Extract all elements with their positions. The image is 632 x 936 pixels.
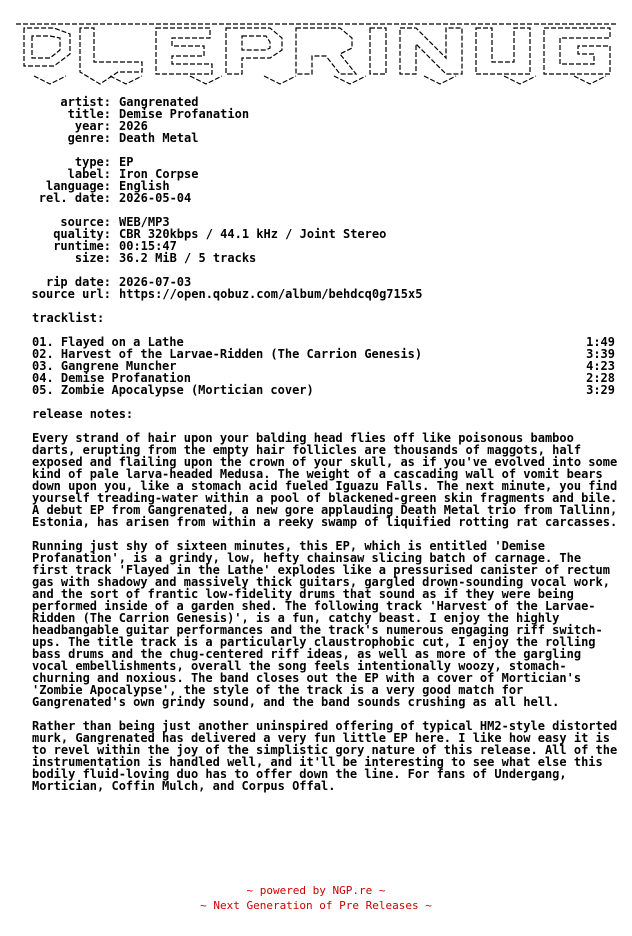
- meta-row-size: size: 36.2 MiB / 5 tracks: [74, 251, 257, 265]
- meta-row-language: language: English: [45, 179, 170, 193]
- track-duration: 4:23: [586, 359, 615, 373]
- notes-paragraph: Rather than being just another uninspired offering of typical HM2-style distorted murk, Gangrenated has delivered a very fun little EP here. I like how easy it is to revel within the joy of the simplistic gory nature of this release. All of the instrumentation is handled well, and it'll be interesting to see what else this bodily fluid-loving duo has to offer down the line. For fans of Undergang, Mortician, Coffin Mulch, and Corpus Offal.: [32, 719, 618, 793]
- meta-row-source-url: source url: https://open.qobuz.com/album/behdcq0g715x5: [31, 287, 423, 301]
- meta-row-quality: quality: CBR 320kbps / 44.1 kHz / Joint Stereo: [53, 227, 387, 241]
- footer-powered-by[interactable]: ~ powered by NGP.re ~: [246, 884, 386, 897]
- track-duration: 3:39: [586, 347, 615, 361]
- track-row: [32, 384, 615, 396]
- release-notes-body: [32, 432, 618, 804]
- meta-row-genre: genre: Death Metal: [67, 131, 199, 145]
- track-duration: 3:29: [586, 383, 615, 397]
- notes-paragraph: Every strand of hair upon your balding head flies off like poisonous bamboo darts, erupting from the empty hair follicles are thousands of maggots, half exposed and flailing upon the crown of your skull, as if you've evolved into some kind of pale larva-headed Medusa. The weight of a cascading wall of vomit bears down upon you, like a stomach acid fueled Iguazu Falls. The next minute, you find yourself treading-water within a pool of blackened-green skin fragments and bile. A debut EP from Gangrenated, a new gore applauding Death Metal trio from Tallinn, Estonia, has arisen from within a reeky swamp of liquified rotting rat carcasses.: [32, 431, 618, 529]
- meta-row-type: type: EP: [74, 155, 134, 169]
- meta-row-label: label: Iron Corpse: [67, 167, 199, 181]
- release-notes-heading: release notes:: [32, 407, 134, 421]
- track-title: 03. Gangrene Muncher: [32, 359, 177, 373]
- track-title: 05. Zombie Apocalypse (Mortician cover): [32, 383, 314, 397]
- footer: [0, 883, 632, 913]
- meta-row-runtime: runtime: 00:15:47: [53, 239, 177, 253]
- meta-row-artist: artist: Gangrenated: [60, 95, 199, 109]
- tracklist-heading: tracklist:: [32, 311, 105, 325]
- notes-paragraph: Running just shy of sixteen minutes, this EP, which is entitled 'Demise Profanation', is a grindy, low, hefty chainsaw slicing batch of carnage. The first track 'Flayed in the Lathe' explodes like a pressurised canister of rectum gas with shadowy and massively thick guitars, gargled drown-sounding vocal work, and the sort of frantic low-fidelity drums that sound as if they were being performed inside of a garden shed. The following track 'Harvest of the Larvae-Ridden (The Carrion Genesis)', is a fun, catchy beast. I enjoy the highly headbangable guitar performances and the track's numerous engaging riff switch-ups. The title track is a particularly claustrophobic cut, I enjoy the rolling bass drums and the chug-centered riff ideas, as well as more of the gargling vocal embellishments, overall the song feels intentionally woozy, stomach-churning and noxious. The band closes out the EP with a cover of Mortician's 'Zombie Apocalypse', the style of the track is a very good match for Gangrenated's own grindy sound, and the band sounds crushing as all hell.: [32, 539, 610, 709]
- release-metadata: [0, 96, 632, 300]
- source-url-link[interactable]: https://open.qobuz.com/album/behdcq0g715x5: [119, 287, 423, 301]
- track-duration: 1:49: [586, 335, 615, 349]
- meta-row-rip-date: rip date: 2026-07-03: [45, 275, 192, 289]
- track-duration: 2:28: [586, 371, 615, 385]
- footer-tagline: ~ Next Generation of Pre Releases ~: [200, 899, 432, 912]
- track-title: 02. Harvest of the Larvae-Ridden (The Carrion Genesis): [32, 347, 423, 361]
- track-title: 04. Demise Profanation: [32, 371, 191, 385]
- meta-row-title: title: Demise Profanation: [67, 107, 250, 121]
- ngp-ascii-logo: [14, 14, 618, 86]
- track-title: 01. Flayed on a Lathe: [32, 335, 184, 349]
- meta-row-source: source: WEB/MP3: [60, 215, 170, 229]
- meta-row-year: year: 2026: [74, 119, 148, 133]
- meta-row-rel-date: rel. date: 2026-05-04: [38, 191, 192, 205]
